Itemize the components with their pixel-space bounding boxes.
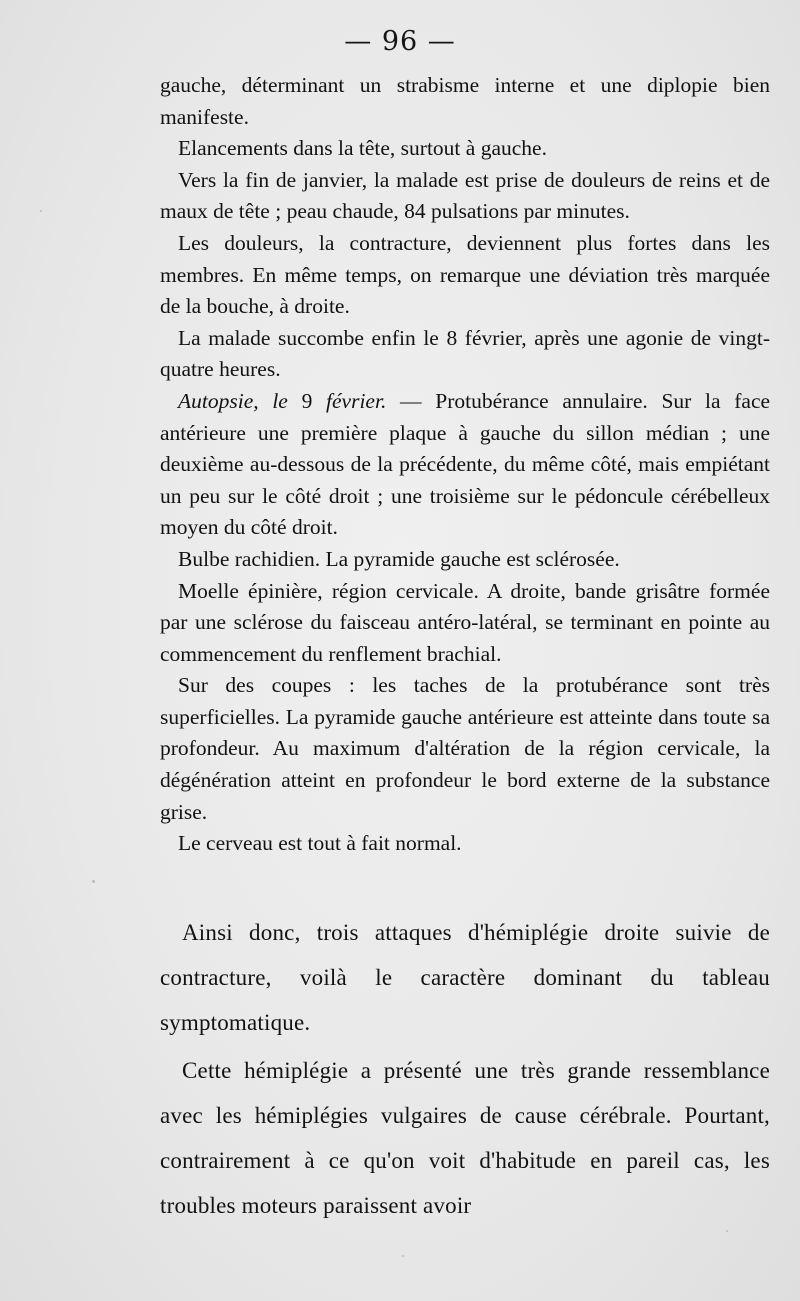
finding-paragraph: Bulbe rachidien. La pyramide gauche est sclérosée.	[178, 546, 620, 571]
finding-paragraph: Sur des coupes : les taches de la protubérance sont très superficielles. La pyramide gauche antérieure est atteinte dans toute sa profondeur. Au maximum d'altération de la région cervicale, la dégénération atteint en profondeur le bord externe de la substance grise.	[160, 673, 770, 824]
paper-speck	[402, 1255, 404, 1257]
autopsy-paragraph	[160, 386, 770, 544]
paper-speck	[726, 1230, 728, 1232]
paragraph: La malade succombe enfin le 8 février, après une agonie de vingt-quatre heures.	[160, 325, 770, 382]
autopsy-heading	[178, 389, 386, 413]
paper-speck	[92, 880, 95, 883]
paragraph: gauche, déterminant un strabisme interne et une diplopie bien manifeste.	[160, 73, 770, 129]
paragraph: Les douleurs, la contracture, deviennent plus fortes dans les membres. En même temps, on remarque une déviation très marquée de la bouche, à droite.	[160, 230, 770, 319]
autopsy-lead-text: Autopsie, le	[178, 388, 288, 413]
finding-paragraph: Moelle épinière, région cervicale. A droite, bande grisâtre formée par une sclérose du faisceau antéro-latéral, se terminant en pointe au commencement du renflement brachial.	[160, 578, 770, 666]
autopsy-text: — Protubérance annulaire. Sur la face antérieure une première plaque à gauche du sillon médian ; une deuxième au-dessous de la précédente, du même côté, mais empiétant un peu sur le côté droit ; une troisième sur le pédoncule cérébelleux moyen du côté droit.	[160, 388, 771, 540]
case-report-block	[160, 70, 770, 860]
paper-speck	[40, 210, 42, 212]
autopsy-day: 9	[301, 388, 313, 413]
paragraph: Cette hémiplégie a présenté une très grande ressemblance avec les hémiplégies vulgaires de cause cérébrale. Pourtant, contrairement à ce qu'on voit d'habitude en pareil cas, les troubles moteurs paraissent avoir	[160, 1058, 770, 1218]
discussion-block	[160, 910, 770, 1228]
finding-paragraph: Le cerveau est tout à fait normal.	[178, 831, 462, 856]
paragraph: Ainsi donc, trois attaques d'hémiplégie droite suivie de contracture, voilà le caractère dominant du tableau symptomatique.	[160, 920, 770, 1035]
autopsy-month: février.	[326, 388, 387, 413]
paragraph: Elancements dans la tête, surtout à gauche.	[178, 136, 547, 161]
page-number: — 96 —	[344, 26, 456, 57]
paragraph: Vers la fin de janvier, la malade est prise de douleurs de reins et de maux de tête ; peau chaude, 84 pulsations par minutes.	[160, 167, 770, 224]
